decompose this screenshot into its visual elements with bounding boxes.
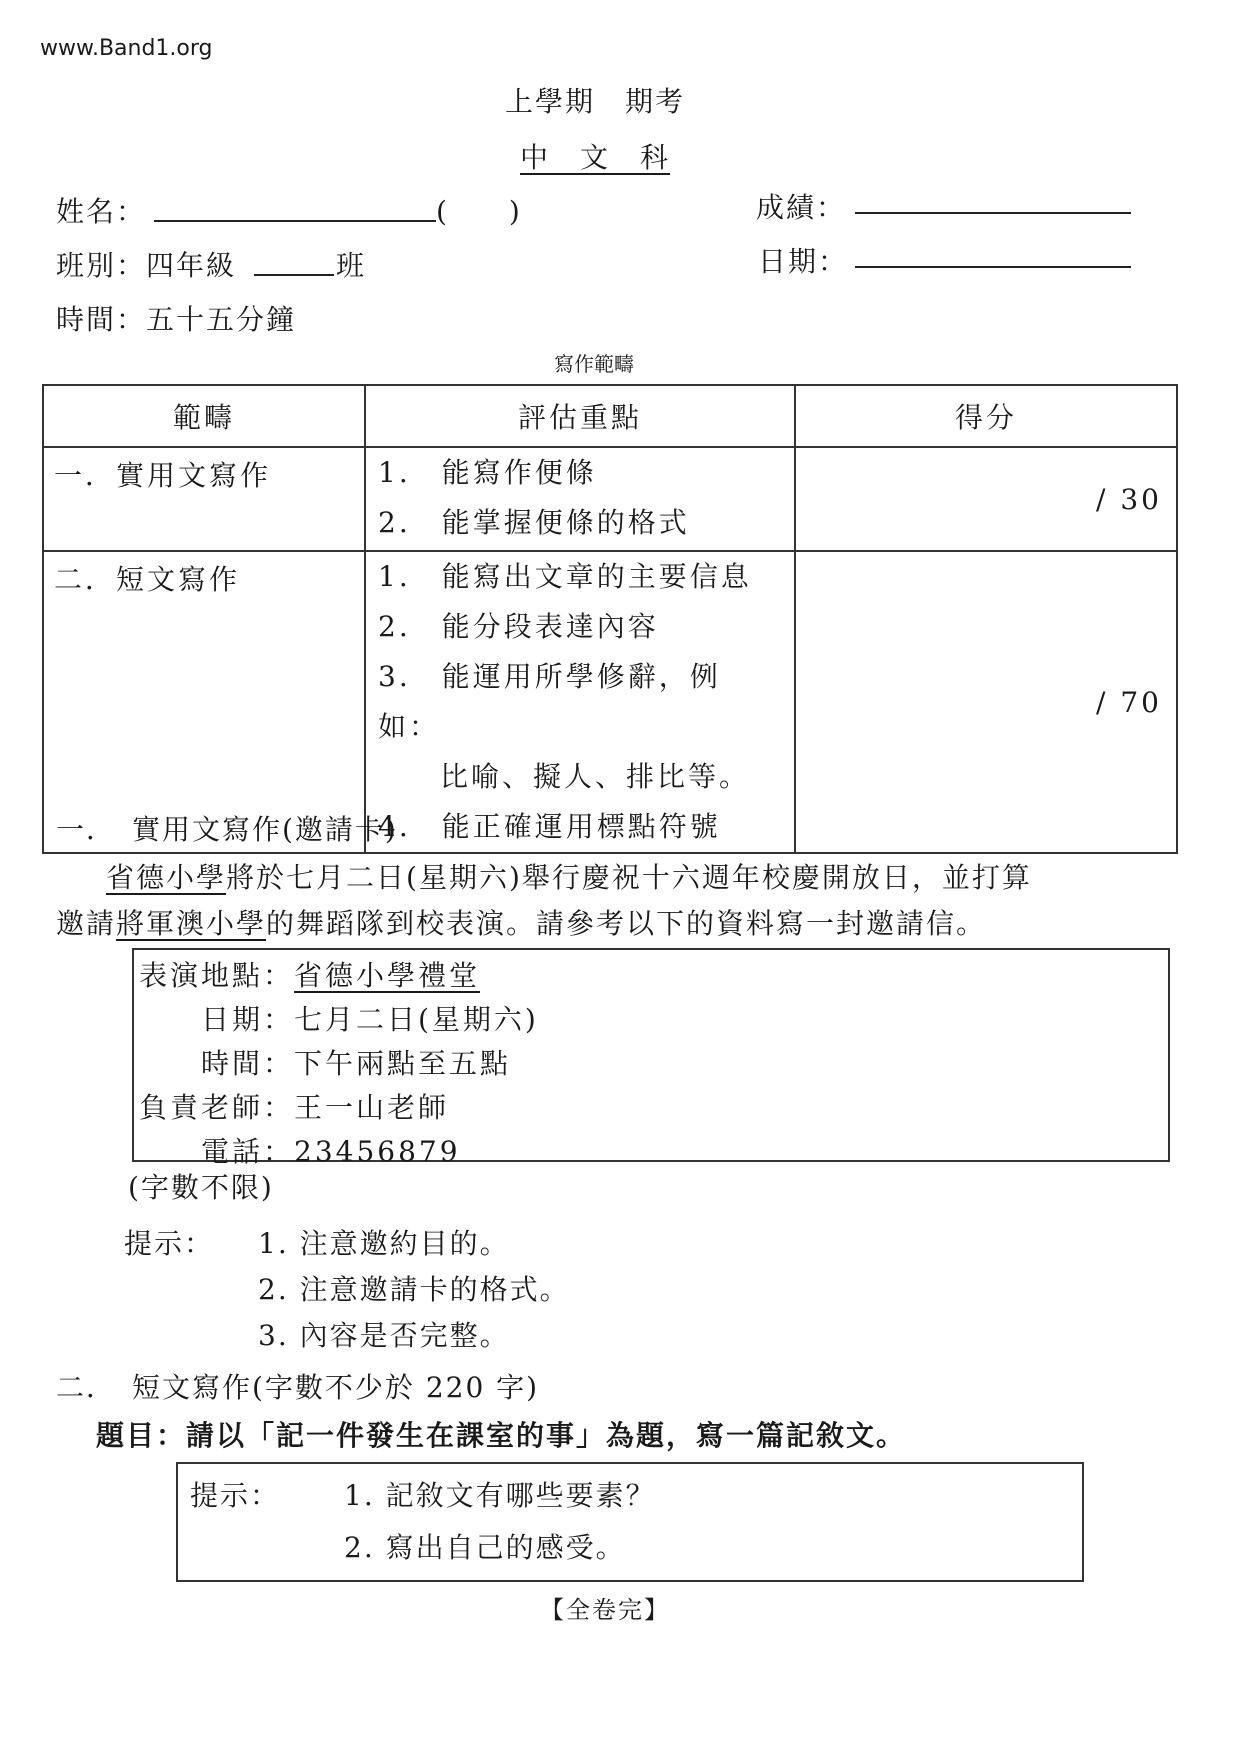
info-value: 省德小學禮堂 bbox=[294, 959, 481, 992]
criterion: 1. 能寫出文章的主要信息 bbox=[378, 560, 752, 593]
rubric-header-category: 範疇 bbox=[43, 385, 365, 447]
essay-topic: 題目：請以「記一件發生在課室的事」為題，寫一篇記敘文。 bbox=[96, 1419, 907, 1452]
criterion: 2. 能分段表達內容 bbox=[378, 610, 659, 643]
rubric-header-score: 得分 bbox=[795, 385, 1177, 447]
rubric-score: / 30 bbox=[795, 447, 1177, 551]
info-value: 23456879 bbox=[294, 1135, 461, 1168]
rubric-header-criteria: 評估重點 bbox=[365, 385, 795, 447]
exam-title: 上學期 期考 bbox=[505, 85, 686, 118]
section1-heading: 一． 實用文寫作(邀請卡) bbox=[56, 813, 398, 846]
school-name: 將軍澳小學 bbox=[116, 907, 267, 940]
section2-hint-box bbox=[176, 1462, 1084, 1582]
criterion: 4. 能正確運用標點符號 bbox=[378, 810, 721, 843]
section2-hint-label: 提示： bbox=[190, 1479, 281, 1512]
paragraph-text: 將於七月二日(星期六)舉行慶祝十六週年校慶開放日，並打算 bbox=[226, 861, 1032, 894]
section1-hint: 1. 注意邀約目的。 bbox=[258, 1227, 510, 1260]
score-label: 成績： bbox=[756, 191, 847, 224]
class-label: 班別：四年級 bbox=[56, 249, 237, 282]
info-label: 電話： bbox=[200, 1135, 294, 1168]
subject-title: 中 文 科 bbox=[520, 141, 671, 174]
class-blank bbox=[254, 274, 334, 276]
info-row bbox=[134, 1042, 1168, 1086]
criterion: 比喻、擬人、排比等。 bbox=[378, 760, 751, 793]
name-label: 姓名： bbox=[56, 195, 147, 228]
name-blank bbox=[154, 220, 436, 222]
section2-hint: 2. 寫出自己的感受。 bbox=[344, 1531, 626, 1564]
end-of-paper-mark: 【全卷完】 bbox=[540, 1596, 670, 1624]
criterion: 3. 能運用所學修辭，例如： bbox=[378, 660, 721, 743]
school-name: 省德小學 bbox=[106, 861, 227, 894]
section2-hint: 1. 記敘文有哪些要素？ bbox=[344, 1479, 656, 1512]
paragraph-text: 的舞蹈隊到校表演。請參考以下的資料寫一封邀請信。 bbox=[266, 907, 987, 940]
paragraph-text: 邀請 bbox=[56, 907, 117, 940]
info-label: 時間： bbox=[200, 1047, 294, 1080]
criterion: 1. 能寫作便條 bbox=[378, 456, 597, 489]
info-value: 七月二日(星期六) bbox=[294, 1003, 539, 1036]
rubric-row bbox=[43, 447, 1177, 551]
info-label: 負責老師： bbox=[138, 1091, 294, 1124]
rubric-score: / 70 bbox=[795, 551, 1177, 853]
section1-paragraph-line2 bbox=[56, 902, 986, 942]
info-row bbox=[134, 998, 1168, 1042]
date-label: 日期： bbox=[758, 245, 849, 278]
section1-paragraph-line1 bbox=[106, 856, 1032, 896]
section2-heading: 二． 短文寫作(字數不少於 220 字) bbox=[56, 1371, 540, 1404]
rubric-category: 二．短文寫作 bbox=[43, 551, 365, 853]
rubric-criteria bbox=[365, 551, 795, 853]
info-row bbox=[134, 1086, 1168, 1130]
info-label: 日期： bbox=[200, 1003, 294, 1036]
rubric-category: 一．實用文寫作 bbox=[43, 447, 365, 551]
criterion: 2. 能掌握便條的格式 bbox=[378, 506, 690, 539]
info-row bbox=[134, 954, 1168, 998]
score-blank bbox=[855, 212, 1131, 214]
date-blank bbox=[855, 266, 1131, 268]
name-paren: ( ) bbox=[436, 195, 522, 228]
class-suffix: 班 bbox=[336, 249, 367, 282]
section1-hint-label: 提示： bbox=[124, 1227, 215, 1260]
info-value: 下午兩點至五點 bbox=[294, 1047, 512, 1080]
rubric-caption: 寫作範疇 bbox=[554, 352, 634, 376]
rubric-table bbox=[42, 384, 1178, 854]
event-info-box bbox=[132, 948, 1170, 1168]
section1-hint: 2. 注意邀請卡的格式。 bbox=[258, 1273, 570, 1306]
rubric-header-row bbox=[43, 385, 1177, 447]
rubric-criteria bbox=[365, 447, 795, 551]
time-label: 時間：五十五分鐘 bbox=[56, 303, 297, 336]
info-row bbox=[134, 1130, 1168, 1174]
section1-hint: 3. 內容是否完整。 bbox=[258, 1319, 510, 1352]
info-value: 王一山老師 bbox=[294, 1091, 450, 1124]
word-limit-note: (字數不限) bbox=[128, 1171, 274, 1204]
info-label: 表演地點： bbox=[138, 959, 294, 992]
site-url: www.Band1.org bbox=[40, 36, 213, 61]
